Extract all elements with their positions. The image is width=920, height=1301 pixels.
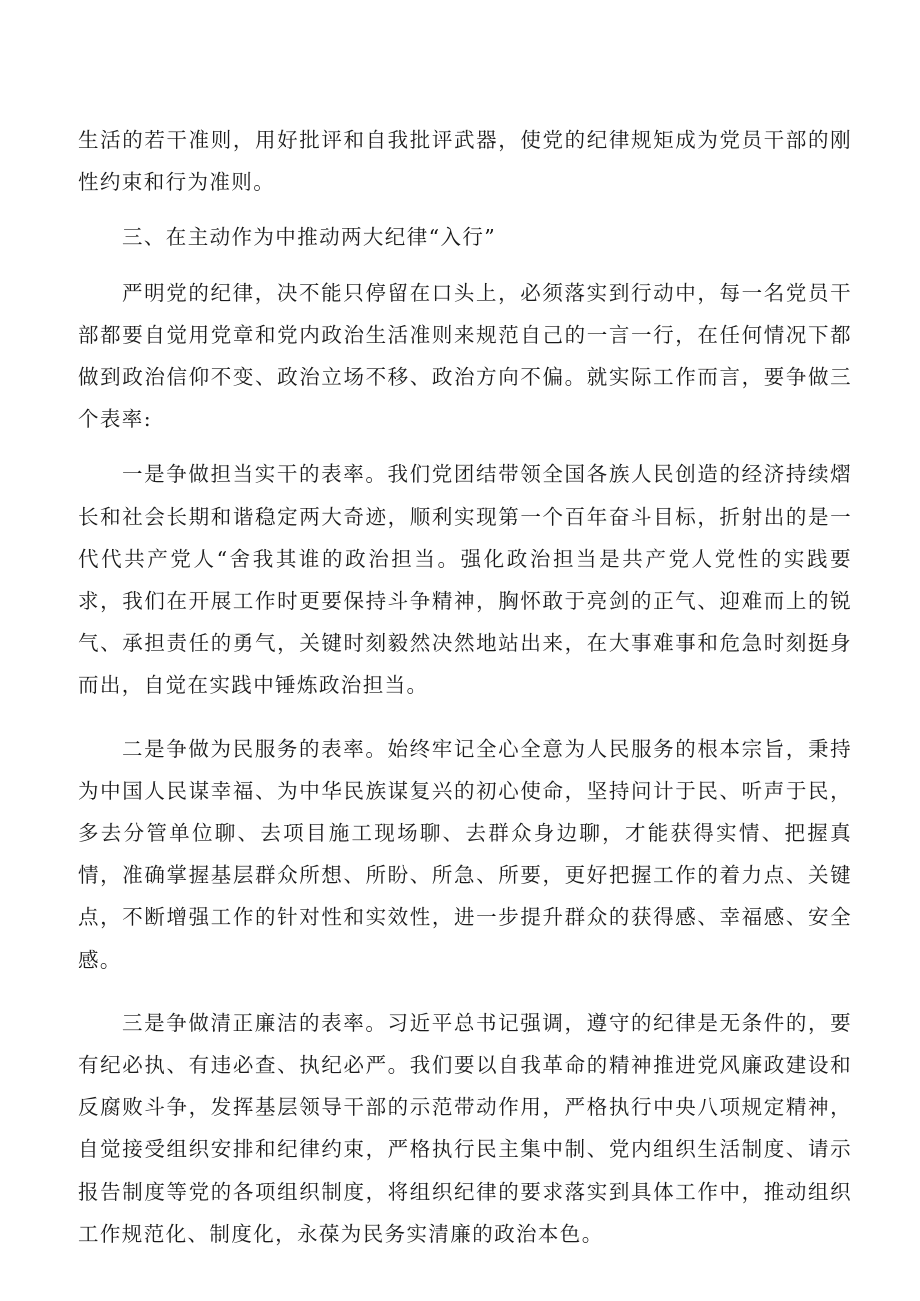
paragraph-continuation: 生活的若干准则，用好批评和自我批评武器，使党的纪律规矩成为党员干部的刚性约束和行为准则。 xyxy=(78,128,852,195)
paragraph-point-two: 二是争做为民服务的表率。始终牢记全心全意为人民服务的根本宗旨，秉持为中国人民谋幸福、为中华民族谋复兴的初心使命，坚持问计于民、听声于民，多去分管单位聊、去项目施工现场聊、去群众身边聊，才能获得实情、把握真情，准确掌握基层群众所想、所盼、所急、所要，更好把握工作的着力点、关键点，不断增强工作的针对性和实效性，进一步提升群众的获得感、幸福感、安全感。 xyxy=(78,736,852,972)
paragraph-point-one: 一是争做担当实干的表率。我们党团结带领全国各族人民创造的经济持续熠长和社会长期和谐稳定两大奇迹，顺利实现第一个百年奋斗目标，折射出的是一代代共产党人“舍我其谁的政治担当。强化政治担当是共产党人党性的实践要求，我们在开展工作时更要保持斗争精神，胸怀敢于亮剑的正气、迎难而上的锐气、承担责任的勇气，关键时刻毅然决然地站出来，在大事难事和危急时刻挺身而出，自觉在实践中锤炼政治担当。 xyxy=(78,462,852,698)
paragraph-point-three: 三是争做清正廉洁的表率。习近平总书记强调，遵守的纪律是无条件的，要有纪必执、有违必查、执纪必严。我们要以自我革命的精神推进党风廉政建设和反腐败斗争，发挥基层领导干部的示范带动作用，严格执行中央八项规定精神，自觉接受组织安排和纪律约束，严格执行民主集中制、党内组织生活制度、请示报告制度等党的各项组织制度，将组织纪律的要求落实到具体工作中，推动组织工作规范化、制度化，永葆为民务实清廉的政治本色。 xyxy=(78,1010,852,1246)
document-body xyxy=(78,119,852,1255)
paragraph-intro: 严明党的纪律，决不能只停留在口头上，必须落实到行动中，每一名党员干部都要自觉用党章和党内政治生活准则来规范自己的一言一行，在任何情况下都做到政治信仰不变、政治立场不移、政治方向不偏。就实际工作而言，要争做三个表率: xyxy=(78,280,852,432)
section-heading: 三、在主动作为中推动两大纪律“入行” xyxy=(122,225,497,250)
